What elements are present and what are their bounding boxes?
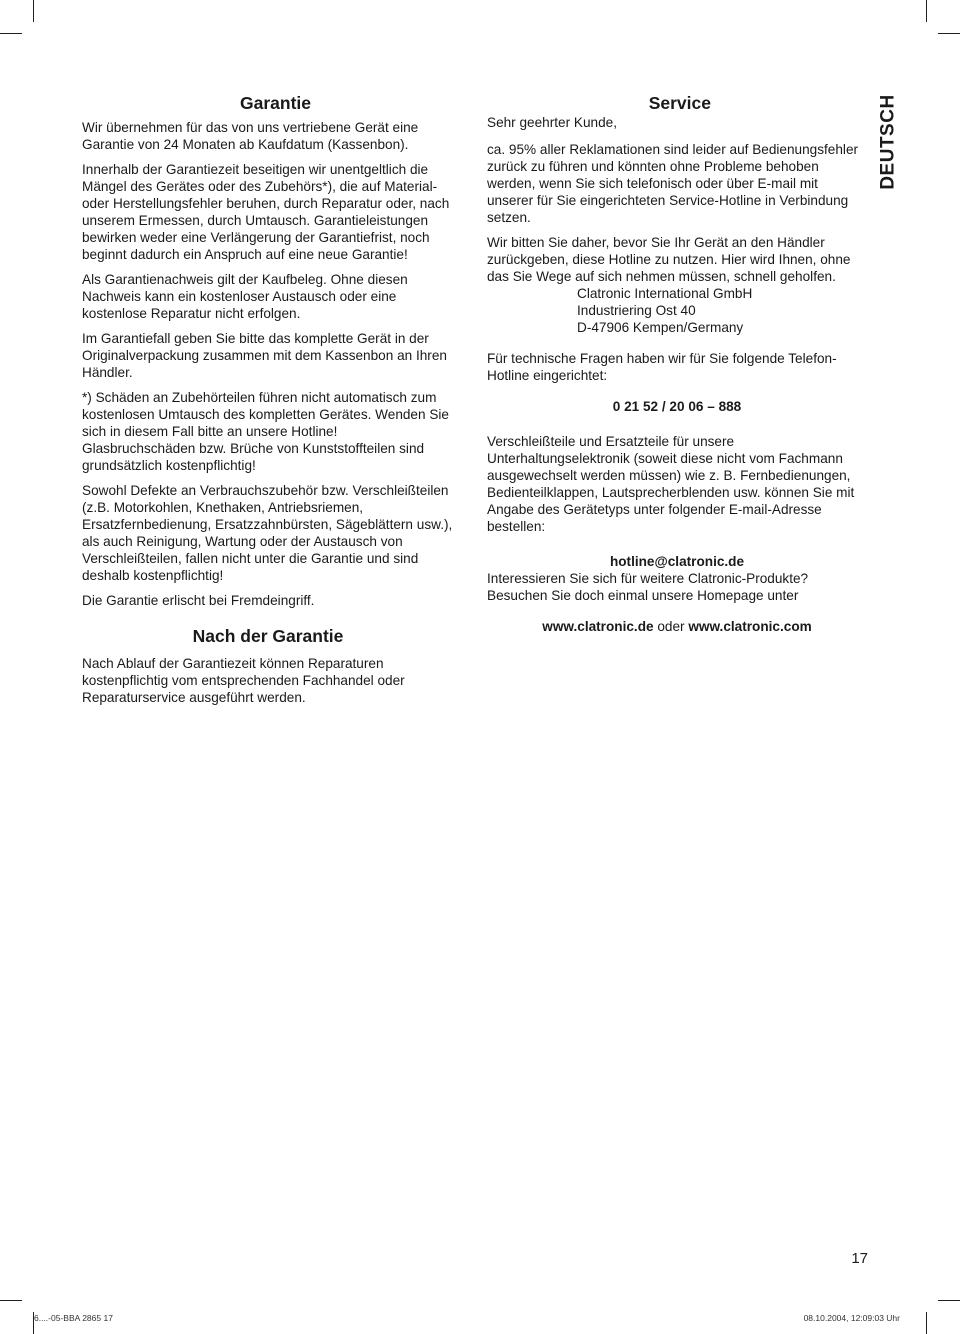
- garantie-paragraph: *) Schäden an Zubehörteilen führen nicht automatisch zum kostenlosen Umtausch des kompletten Gerätes. Wenden Sie sich in diesem Fall bitte an unsere Hotline! Glasbruchschäden bzw. Brüche von Kunststoffteilen sind grundsätzlich kostenpflichtig!: [82, 390, 449, 473]
- address-street: Industriering Ost 40: [577, 303, 696, 318]
- crop-mark: [33, 0, 34, 22]
- website-links: [487, 618, 867, 635]
- garantie-paragraph: Die Garantie erlischt bei Fremdeingriff.: [82, 593, 315, 608]
- service-paragraph: [487, 570, 867, 604]
- page-number: 17: [851, 1250, 868, 1267]
- crop-mark: [938, 1300, 960, 1301]
- products-question: Interessieren Sie sich für weitere Clatronic-Produkte?: [487, 571, 809, 586]
- nach-garantie-heading: Nach der Garantie: [192, 626, 344, 646]
- language-tab-label: DEUTSCH: [878, 94, 899, 190]
- garantie-paragraph: Sowohl Defekte an Verbrauchszubehör bzw. Verschleißteilen (z.B. Motorkohlen, Knethaken, Antriebsriemen, Ersatzfernbedienung, Ersatzzahnbürsten, Sägeblättern usw.), als auch Reinigung, Wartung oder der Austausch von Verschleißteilen, fallen nicht unter die Garantie und sind deshalb kostenpflichtig!: [82, 483, 453, 583]
- website-link-de[interactable]: www.clatronic.de: [542, 619, 654, 634]
- homepage-invite: Besuchen Sie doch einmal unsere Homepage unter: [487, 588, 799, 603]
- crop-mark: [0, 33, 22, 34]
- nach-garantie-paragraph: Nach Ablauf der Garantiezeit können Reparaturen kostenpflichtig vom entsprechenden Fachhandel oder Reparaturservice ausgeführt werden.: [82, 656, 405, 705]
- website-or: oder: [657, 619, 685, 634]
- crop-mark: [938, 33, 960, 34]
- hotline-phone: 0 21 52 / 20 06 – 888: [612, 399, 742, 414]
- website-link-com[interactable]: www.clatronic.com: [688, 619, 812, 634]
- footer-slug-right: 08.10.2004, 12:09:03 Uhr: [803, 1313, 900, 1323]
- garantie-heading: Garantie: [240, 93, 311, 113]
- garantie-paragraph: Innerhalb der Garantiezeit beseitigen wir unentgeltlich die Mängel des Gerätes oder des Zubehörs*), die auf Material- oder Herstellungsfehler beruhen, durch Reparatur oder, nach unserem Ermessen, durch Umtausch. Garantieleistungen bewirken weder eine Verlängerung der Garantiefrist, noch beginnt dadurch ein Anspruch auf eine neue Garantie!: [82, 162, 450, 262]
- garantie-column: [82, 92, 454, 714]
- address-city: D-47906 Kempen/Germany: [577, 320, 744, 335]
- garantie-paragraph: Wir übernehmen für das von uns vertriebene Gerät eine Garantie von 24 Monaten ab Kaufdatum (Kassenbon).: [82, 120, 419, 152]
- hotline-email[interactable]: hotline@clatronic.de: [609, 554, 745, 569]
- service-greeting: Sehr geehrter Kunde,: [487, 115, 617, 130]
- garantie-paragraph: Im Garantiefall geben Sie bitte das komplette Gerät in der Originalverpackung zusammen mit dem Kassenbon an Ihren Händler.: [82, 331, 447, 380]
- footer-slug-left: 6....-05-BBA 2865 17: [34, 1313, 113, 1323]
- service-heading: Service: [648, 93, 711, 113]
- garantie-paragraph: Als Garantienachweis gilt der Kaufbeleg. Ohne diesen Nachweis kann ein kostenloser Austausch oder eine kostenlose Reparatur nicht erfolgen.: [82, 272, 408, 321]
- crop-mark: [926, 0, 927, 22]
- service-column: [487, 92, 867, 635]
- crop-mark: [926, 1312, 927, 1334]
- language-tab: [876, 94, 902, 190]
- service-paragraph: ca. 95% aller Reklamationen sind leider auf Bedienungsfehler zurück zu führen und könnten ohne Probleme behoben werden, wenn Sie sich telefonisch oder über E-mail mit unserer für Sie eingerichteten Service-Hotline in Verbindung setzen.: [487, 142, 859, 225]
- service-paragraph: Wir bitten Sie daher, bevor Sie Ihr Gerät an den Händler zurückgeben, diese Hotline zu nutzen. Hier wird Ihnen, ohne das Sie Wege auf sich nehmen müssen, schnell geholfen.: [487, 235, 851, 284]
- crop-mark: [0, 1300, 22, 1301]
- service-paragraph: Für technische Fragen haben wir für Sie folgende Telefon-Hotline eingerichtet:: [487, 351, 837, 383]
- company-address: [487, 285, 867, 336]
- address-company: Clatronic International GmbH: [577, 286, 753, 301]
- service-paragraph: Verschleißteile und Ersatzteile für unsere Unterhaltungselektronik (soweit diese nicht vom Fachmann ausgewechselt werden müssen) wie z. B. Fernbedienungen, Bedienteilklappen, Lautsprecherblenden usw. können Sie mit Angabe des Gerätetyps unter folgender E-mail-Adresse bestellen:: [487, 434, 855, 534]
